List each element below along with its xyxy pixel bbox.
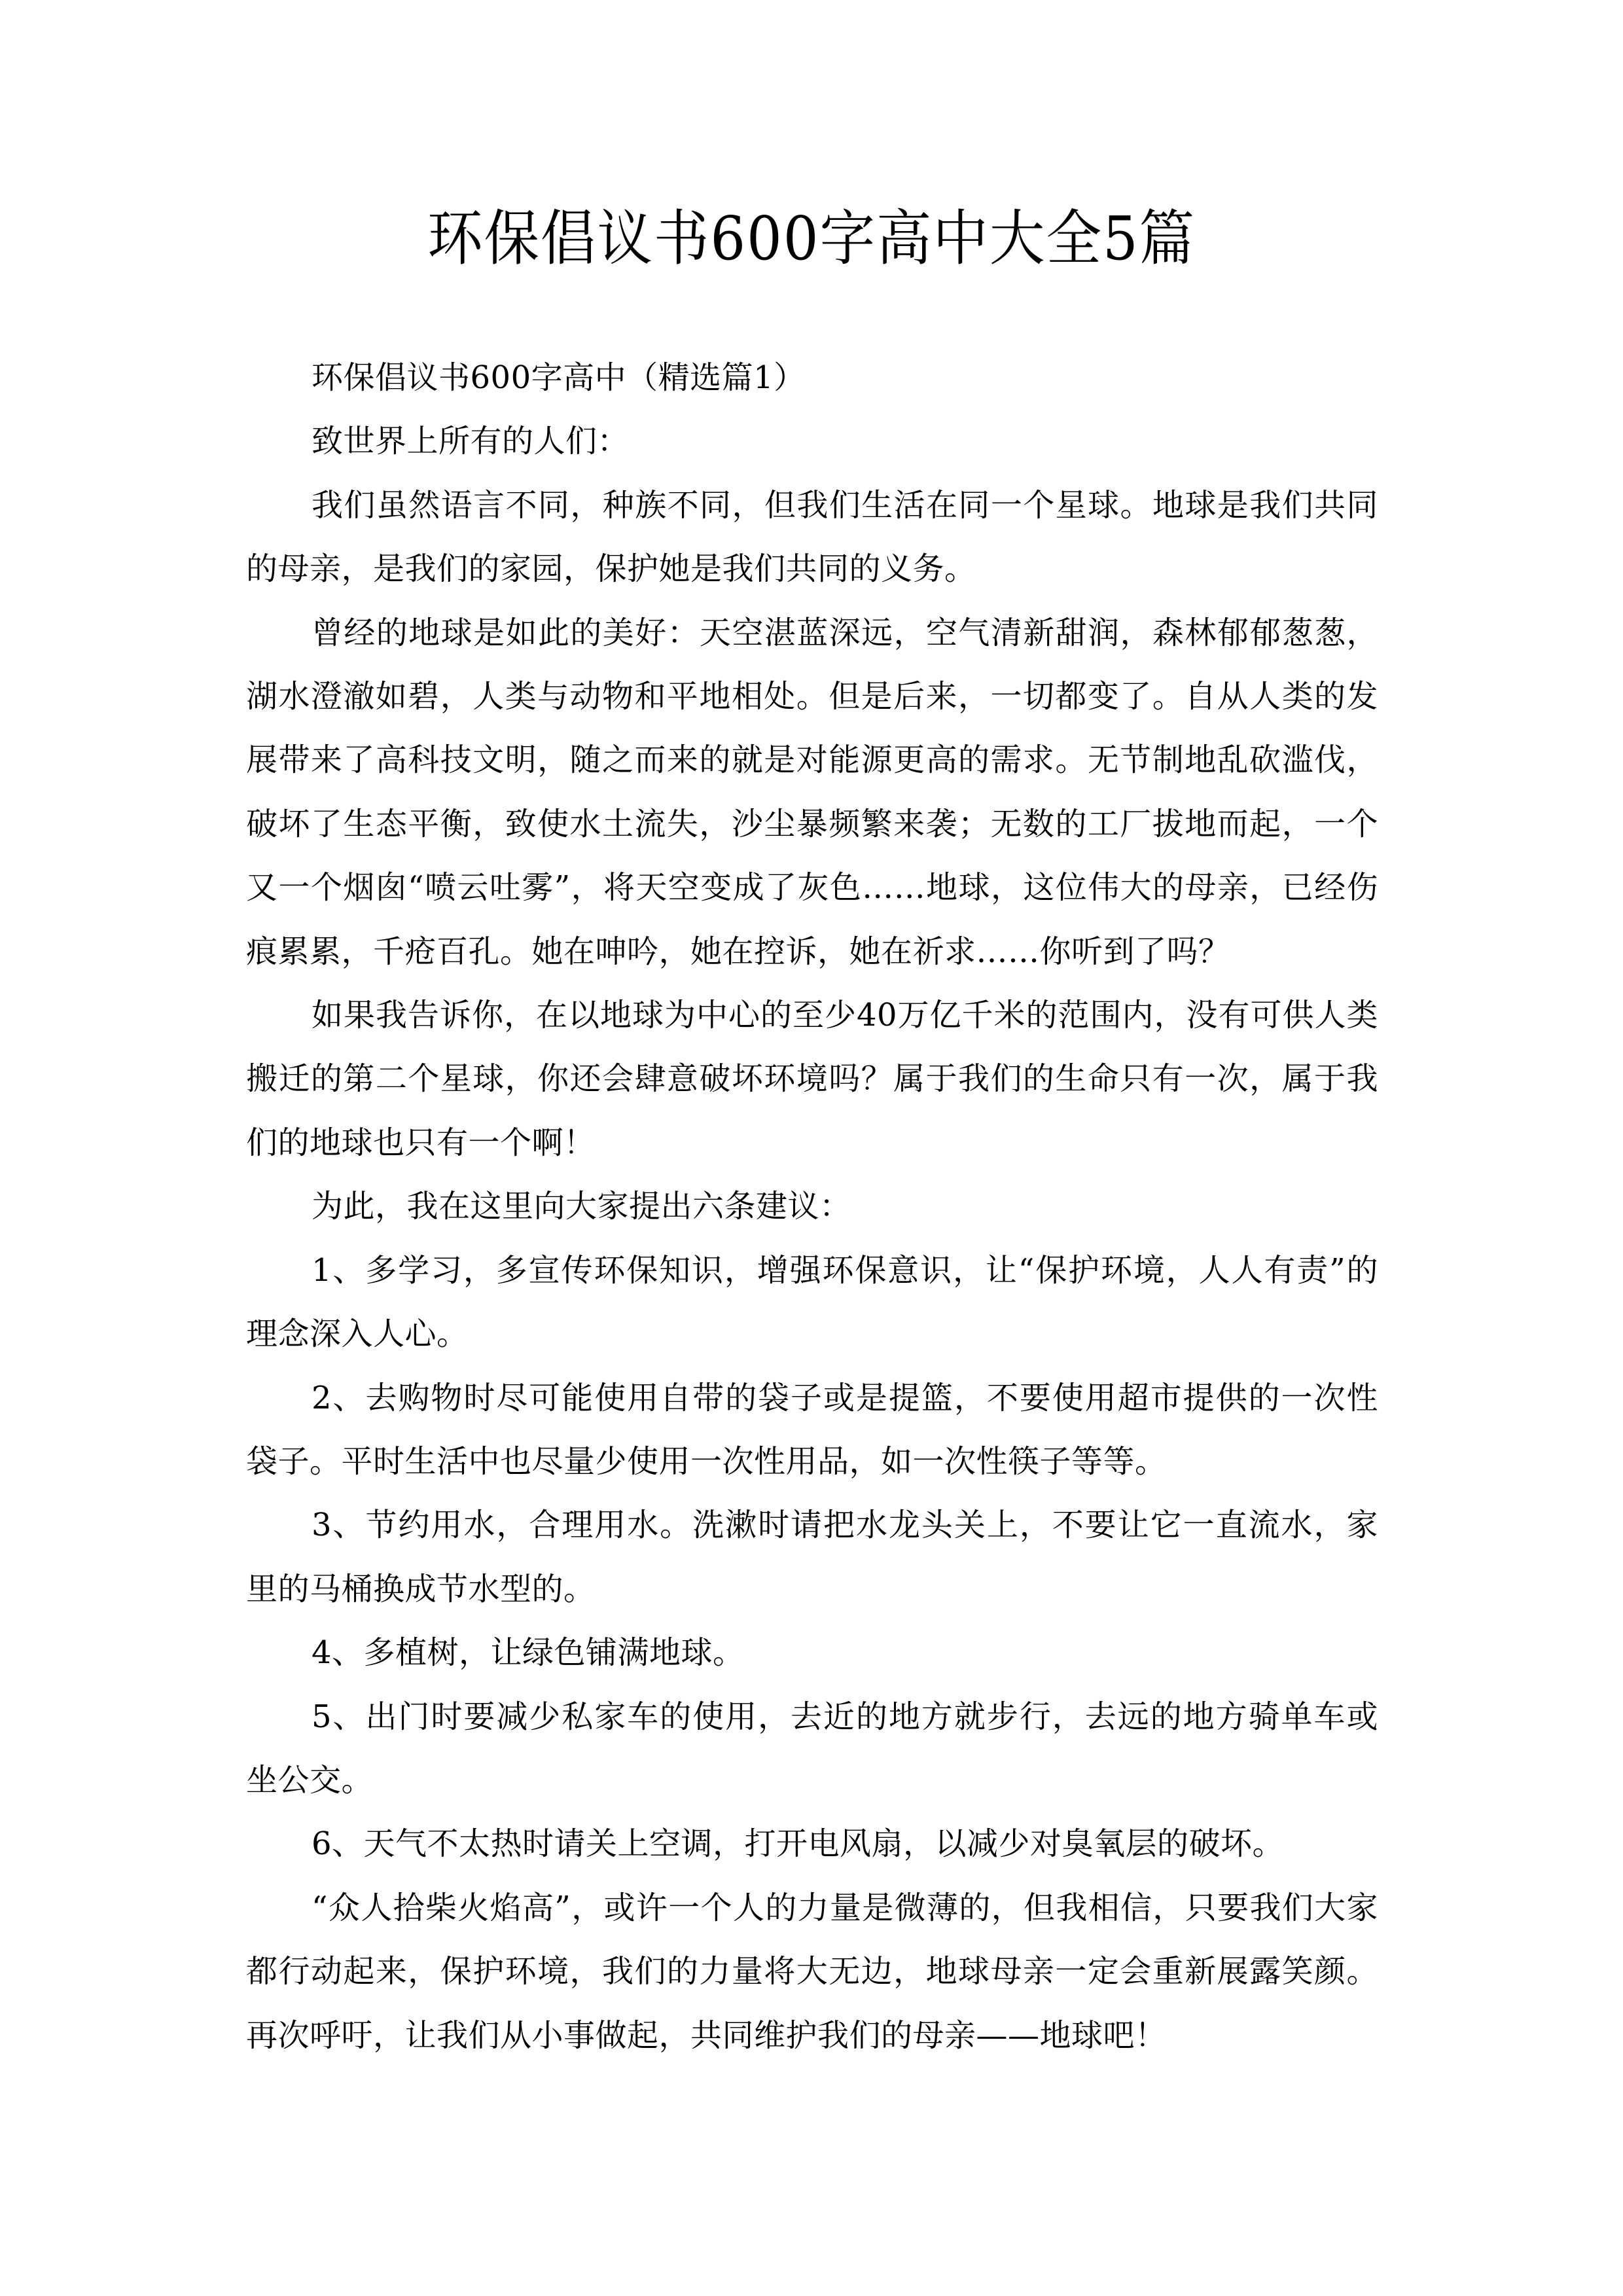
list-item-suggestion: 3、节约用水，合理用水。洗漱时请把水龙头关上，不要让它一直流水，家里的马桶换成节水型的。 [246,1507,1378,1607]
list-item-suggestion: 5、出门时要减少私家车的使用，去近的地方就步行，去远的地方骑单车或坐公交。 [246,1698,1378,1799]
paragraph: 如果我告诉你，在以地球为中心的至少40万亿千米的范围内，没有可供人类搬迁的第二个星球，你还会肆意破坏环境吗？属于我们的生命只有一次，属于我们的地球也只有一个啊！ [246,997,1378,1161]
list-item-suggestion: 6、天气不太热时请关上空调，打开电风扇，以减少对臭氧层的破坏。 [312,1825,1285,1863]
document-title: 环保倡议书600字高中大全5篇 [427,204,1196,274]
closing-paragraph: “众人拾柴火焰高”，或许一个人的力量是微薄的，但我相信，只要我们大家都行动起来，保护环境，我们的力量将大无边，地球母亲一定会重新展露笑颜。再次呼吁，让我们从小事做起，共同维护我们的母亲——地球吧！ [246,1889,1378,2054]
salutation: 致世界上所有的人们： [312,423,630,460]
list-item-suggestion: 2、去购物时尽可能使用自带的袋子或是提篮，不要使用超市提供的一次性袋子。平时生活中也尽量少使用一次性用品，如一次性筷子等等。 [246,1379,1378,1480]
paragraph: 我们虽然语言不同，种族不同，但我们生活在同一个星球。地球是我们共同的母亲，是我们的家园，保护她是我们共同的义务。 [246,486,1378,588]
section-heading: 环保倡议书600字高中（精选篇1） [312,359,806,396]
paragraph: 为此，我在这里向大家提出六条建议： [312,1188,851,1225]
document-body [246,346,1378,2068]
paragraph: 曾经的地球是如此的美好：天空湛蓝深远，空气清新甜润，森林郁郁葱葱，湖水澄澈如碧，人类与动物和平地相处。但是后来，一切都变了。自从人类的发展带来了高科技文明，随之而来的就是对能源更高的需求。无节制地乱砍滥伐，破坏了生态平衡，致使水土流失，沙尘暴频繁来袭；无数的工厂拔地而起，一个又一个烟囱“喷云吐雾”，将天空变成了灰色……地球，这位伟大的母亲，已经伤痕累累，千疮百孔。她在呻吟，她在控诉，她在祈求……你听到了吗？ [246,614,1378,970]
list-item-suggestion: 4、多植树，让绿色铺满地球。 [312,1634,745,1672]
list-item-suggestion: 1、多学习，多宣传环保知识，增强环保意识，让“保护环境，人人有责”的理念深入人心。 [246,1251,1378,1353]
